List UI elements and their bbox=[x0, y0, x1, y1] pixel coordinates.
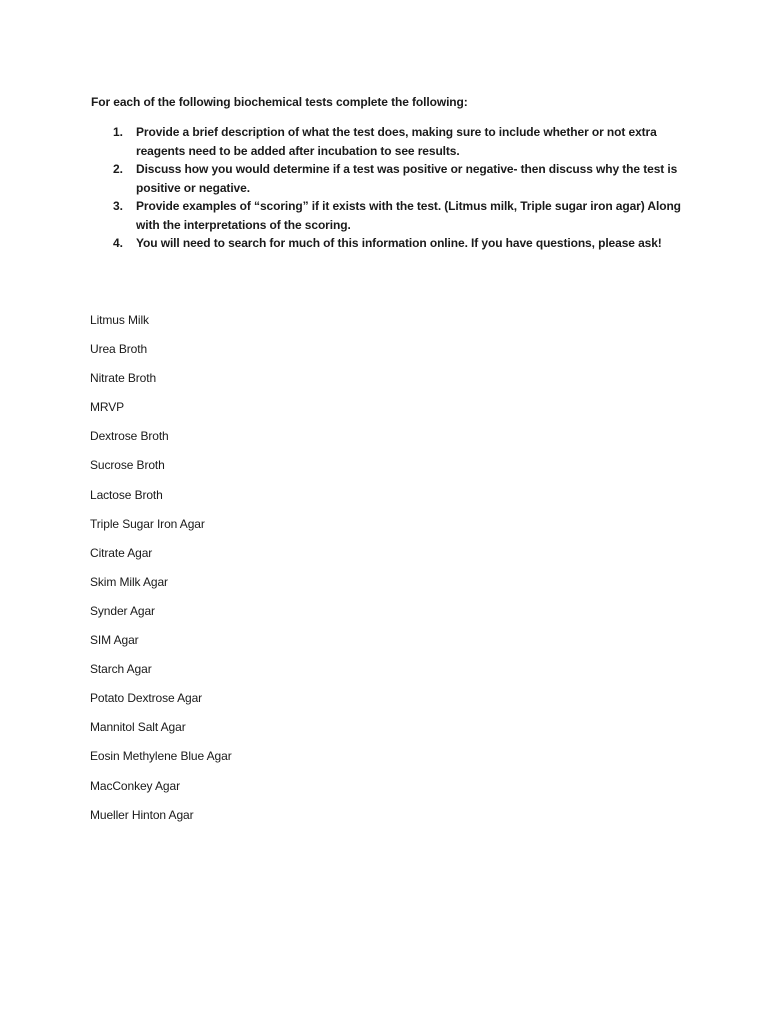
test-item: Synder Agar bbox=[90, 603, 155, 618]
test-item: Mannitol Salt Agar bbox=[90, 720, 186, 735]
instruction-text: Provide a brief description of what the test does, making sure to include whether or not extra reagents need to be added after incubation to see results. bbox=[136, 125, 657, 158]
instruction-text: Discuss how you would determine if a test was positive or negative- then discuss why the test is positive or negative. bbox=[136, 162, 678, 195]
test-item: Triple Sugar Iron Agar bbox=[90, 516, 205, 531]
instructions-list bbox=[91, 123, 691, 253]
test-item: Nitrate Broth bbox=[90, 371, 157, 386]
instruction-number: 2. bbox=[113, 162, 123, 176]
test-item: Lactose Broth bbox=[90, 487, 163, 502]
instruction-item bbox=[91, 197, 691, 234]
test-item: Urea Broth bbox=[90, 342, 148, 357]
instruction-text: You will need to search for much of this information online. If you have questions, please ask! bbox=[136, 236, 662, 250]
instruction-number: 1. bbox=[113, 125, 123, 139]
instruction-item bbox=[91, 123, 691, 160]
test-item: Starch Agar bbox=[90, 662, 152, 677]
test-item: Litmus Milk bbox=[90, 313, 149, 327]
test-item: Skim Milk Agar bbox=[90, 574, 168, 589]
test-item: Potato Dextrose Agar bbox=[90, 691, 203, 706]
biochemical-tests-list bbox=[90, 311, 232, 835]
instruction-number: 4. bbox=[113, 236, 123, 250]
instruction-item bbox=[91, 234, 691, 253]
test-item: Eosin Methylene Blue Agar bbox=[90, 749, 232, 764]
test-item: Sucrose Broth bbox=[90, 458, 165, 473]
instruction-item bbox=[91, 160, 691, 197]
test-item: Mueller Hinton Agar bbox=[90, 807, 194, 822]
instruction-text: Provide examples of “scoring” if it exists with the test. (Litmus milk, Triple sugar iron agar) Along with the interpretations of the scoring. bbox=[136, 199, 681, 232]
test-item: SIM Agar bbox=[90, 633, 139, 648]
test-item: MRVP bbox=[90, 400, 125, 415]
test-item: Dextrose Broth bbox=[90, 429, 169, 444]
test-item: MacConkey Agar bbox=[90, 778, 180, 793]
test-item: Citrate Agar bbox=[90, 545, 153, 560]
instruction-number: 3. bbox=[113, 199, 123, 213]
intro-text: For each of the following biochemical tests complete the following: bbox=[91, 95, 468, 109]
